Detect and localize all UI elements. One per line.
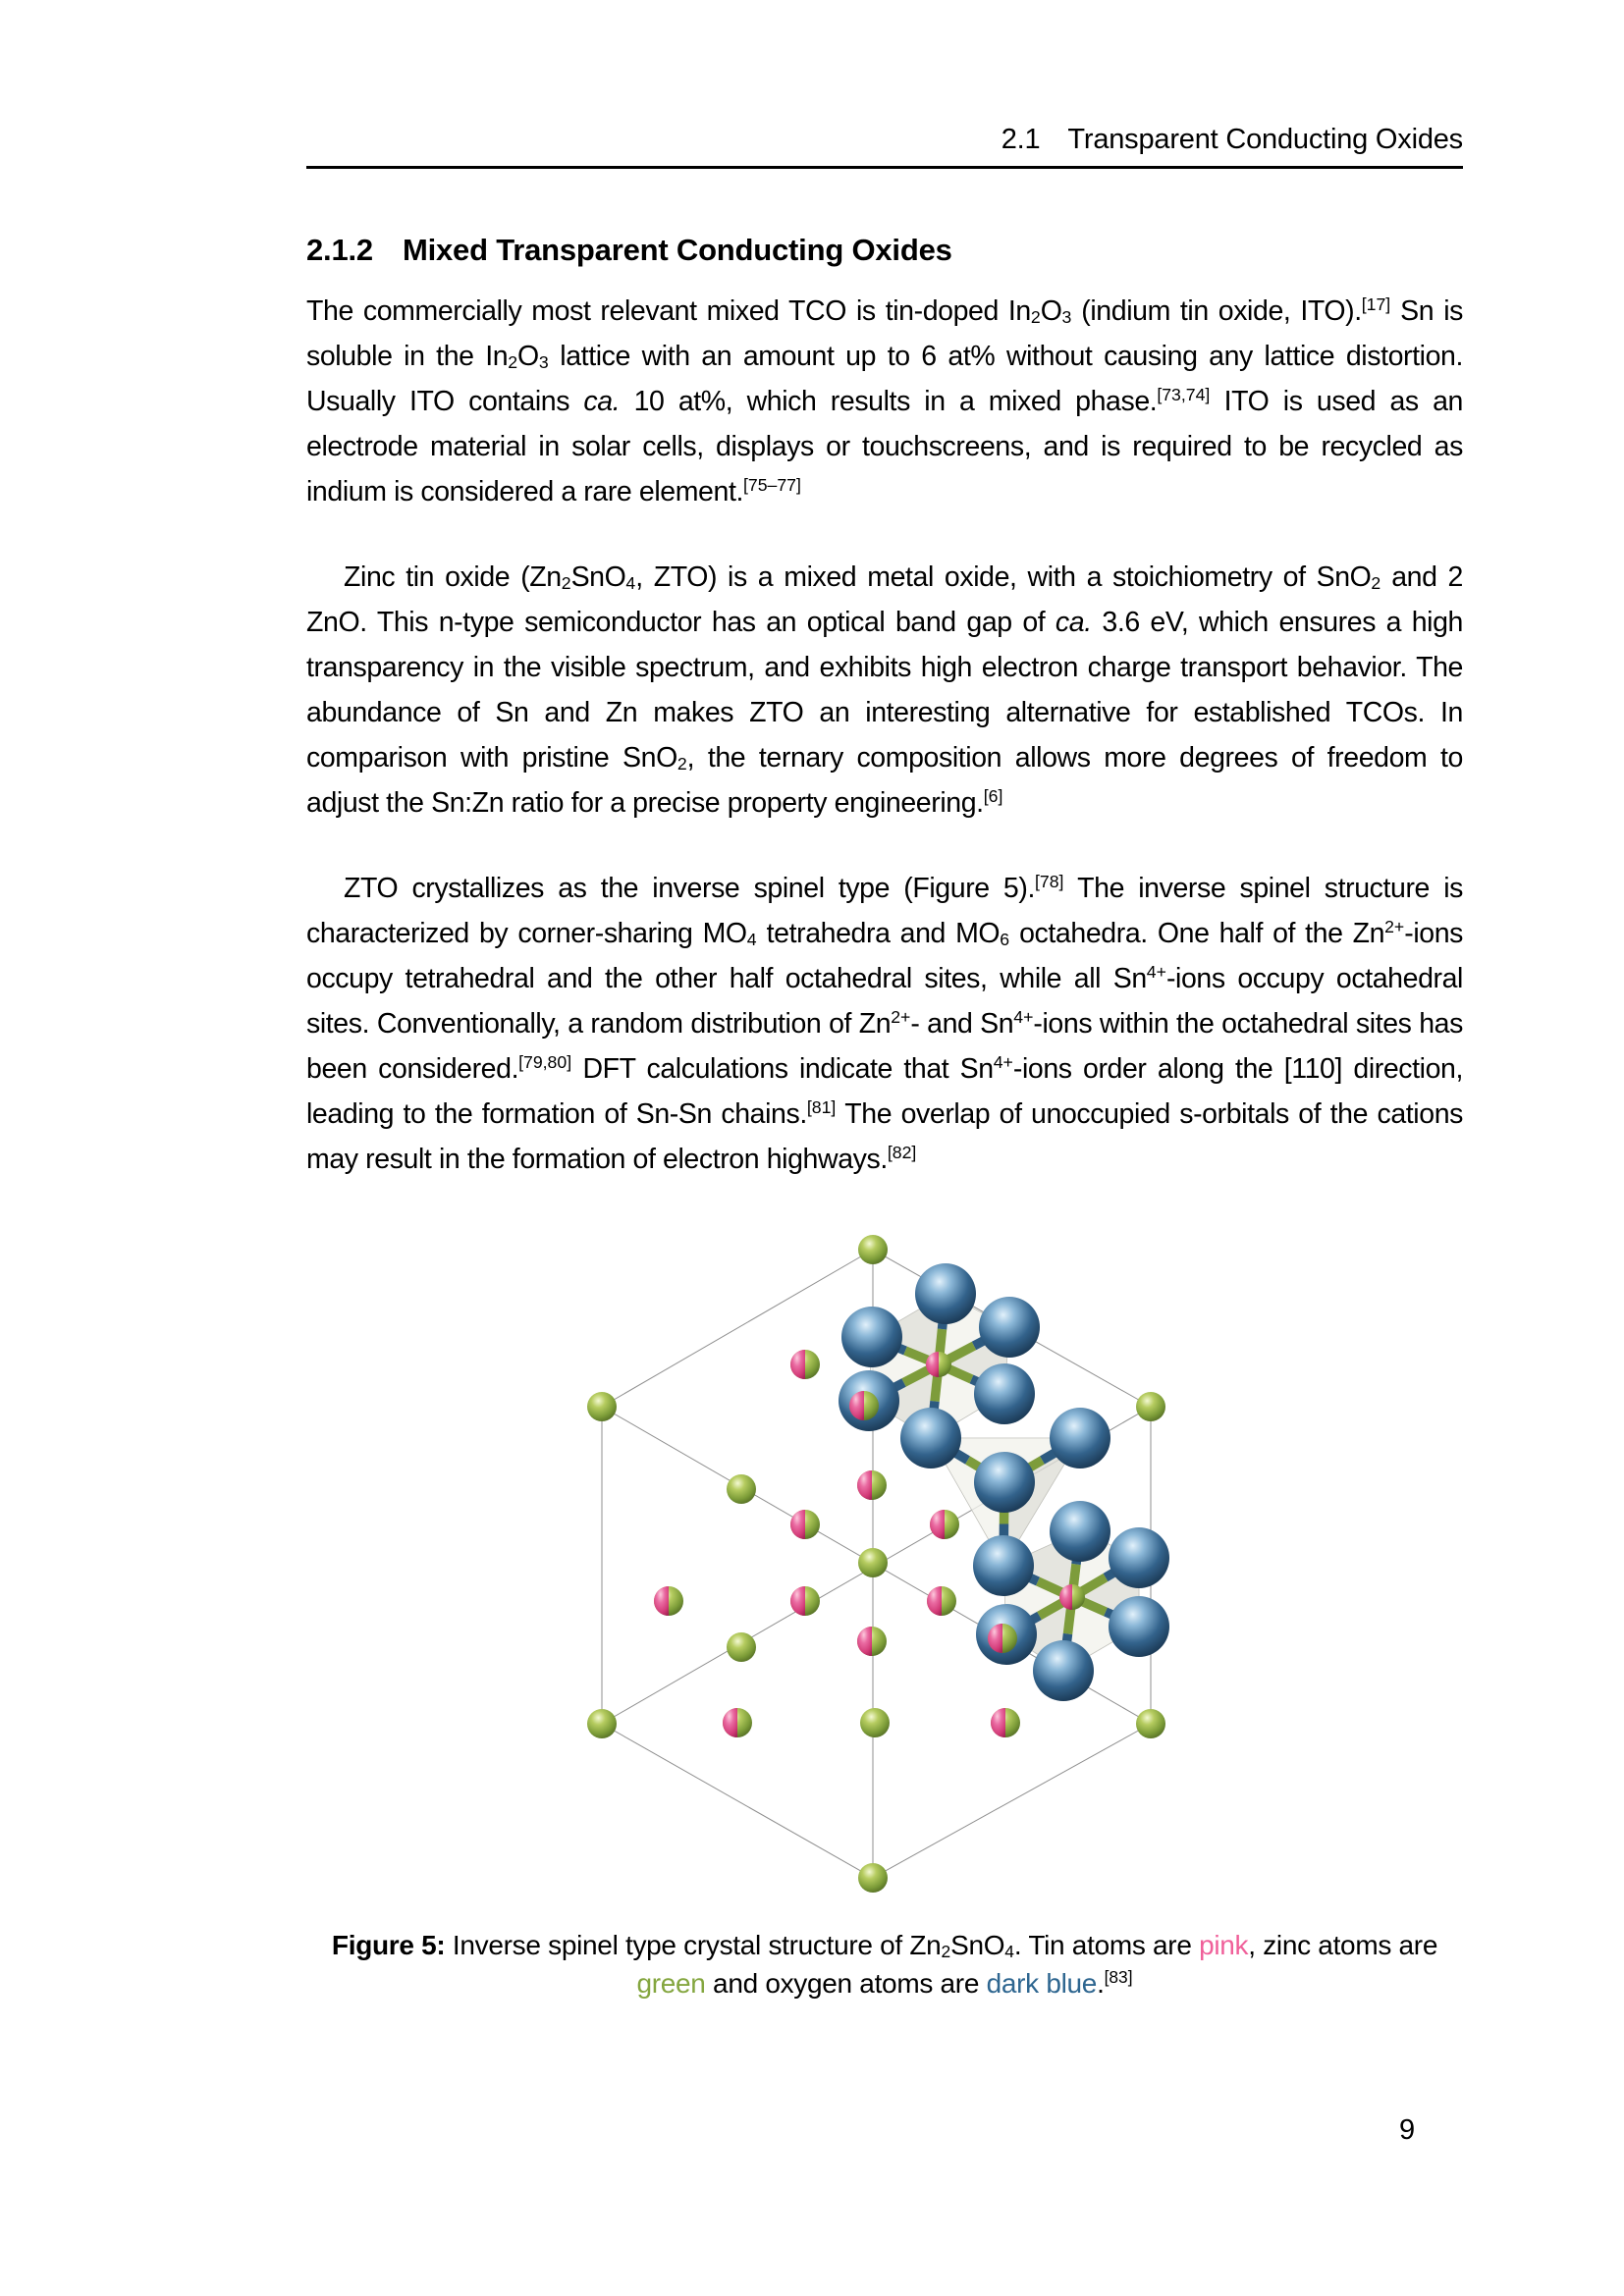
mixed-atom-tin-half bbox=[790, 1510, 805, 1539]
crystal-structure-figure bbox=[550, 1217, 1178, 1904]
page-number: 9 bbox=[1399, 2114, 1416, 2146]
running-header-section-title: Transparent Conducting Oxides bbox=[1067, 124, 1463, 155]
oxygen-atom bbox=[974, 1452, 1035, 1513]
tin-zinc-mixed-atom bbox=[988, 1624, 1017, 1653]
zinc-atom bbox=[727, 1474, 756, 1504]
mixed-atom-tin-half bbox=[857, 1627, 872, 1656]
section-heading-number: 2.1.2 bbox=[306, 233, 373, 267]
zinc-atom bbox=[858, 1548, 888, 1577]
mixed-atom-tin-half bbox=[857, 1470, 872, 1500]
mixed-atom-tin-half bbox=[723, 1708, 737, 1737]
unit-cell-edge bbox=[602, 1250, 873, 1407]
tin-zinc-mixed-atom bbox=[790, 1350, 820, 1379]
figure-caption: Figure 5: Inverse spinel type crystal structure of $Zn_2SnO_4$. Tin atoms are pink, zinc atoms are green and oxygen atoms are dark blue.[83] bbox=[331, 1930, 1438, 1999]
oxygen-atom bbox=[915, 1263, 976, 1324]
zinc-atom bbox=[858, 1863, 888, 1893]
running-header-section-number: 2.1 bbox=[1001, 124, 1041, 155]
mixed-atom-tin-half bbox=[930, 1510, 945, 1539]
oxygen-atom bbox=[974, 1363, 1035, 1424]
body-paragraph: Zinc tin oxide ($Zn_2SnO_4$, ZTO) is a mixed metal oxide, with a stoichiometry of SnO$_2$ and 2 ZnO. This n-type semiconductor has an optical band gap of ca. 3.6 eV, which ensures a high transparency in the visible spectrum, and exhibits high electron charge transport behavior. The abundance of Sn and Zn makes ZTO an interesting alternative for established TCOs. In comparison with pristine SnO$_2$, the ternary composition allows more degrees of freedom to adjust the Sn:Zn ratio for a precise property engineering.[6] bbox=[306, 561, 1464, 819]
zinc-atom bbox=[727, 1632, 756, 1662]
tin-zinc-mixed-atom bbox=[1059, 1584, 1085, 1610]
tin-zinc-mixed-atom bbox=[991, 1708, 1020, 1737]
running-header bbox=[306, 124, 1463, 156]
mixed-atom-tin-half bbox=[790, 1586, 805, 1616]
mixed-atom-tin-half bbox=[654, 1586, 669, 1616]
tin-zinc-mixed-atom bbox=[654, 1586, 683, 1616]
tin-zinc-mixed-atom bbox=[723, 1708, 752, 1737]
tin-zinc-mixed-atom bbox=[857, 1470, 887, 1500]
tin-zinc-mixed-atom bbox=[926, 1352, 951, 1377]
oxygen-atom bbox=[841, 1307, 902, 1367]
crystal-structure-svg bbox=[550, 1217, 1178, 1904]
unit-cell-edge bbox=[873, 1724, 1151, 1878]
tin-zinc-mixed-atom bbox=[849, 1391, 879, 1420]
zinc-atom bbox=[1136, 1709, 1165, 1738]
tin-zinc-mixed-atom bbox=[790, 1586, 820, 1616]
oxygen-atom bbox=[1050, 1501, 1110, 1562]
body-text bbox=[306, 289, 1463, 1222]
zinc-atom bbox=[1136, 1392, 1165, 1421]
oxygen-atom bbox=[1109, 1596, 1169, 1657]
tin-zinc-mixed-atom bbox=[930, 1510, 959, 1539]
zinc-atom bbox=[587, 1709, 617, 1738]
zinc-atom bbox=[858, 1235, 888, 1264]
tin-zinc-mixed-atom bbox=[927, 1586, 956, 1616]
unit-cell-edge bbox=[602, 1724, 873, 1878]
tin-zinc-mixed-atom bbox=[857, 1627, 887, 1656]
zinc-atom bbox=[860, 1708, 890, 1737]
body-paragraph: ZTO crystallizes as the inverse spinel type (Figure 5).[78] The inverse spinel structure is characterized by corner-sharing $MO_4$ tetrahedra and $MO_6$ octahedra. One half of the $Zn^{2+}$-ions occupy tetrahedral and the other half octahedral sites, while all $Sn^{4+}$-ions occupy octahedral sites. Conventionally, a random distribution of $Zn^{2+}-$ and $Sn^{4+}$-ions within the octahedral sites has been considered.[79,80] DFT calculations indicate that $Sn^{4+}$-ions order along the [110] direction, leading to the formation of Sn-Sn chains.[81] The overlap of unoccupied s-orbitals of the cations may result in the formation of electron highways.[82] bbox=[306, 872, 1464, 1175]
header-rule bbox=[306, 166, 1463, 169]
mixed-atom-tin-half bbox=[927, 1586, 942, 1616]
section-heading bbox=[306, 233, 952, 268]
mixed-atom-tin-half bbox=[991, 1708, 1005, 1737]
tin-zinc-mixed-atom bbox=[790, 1510, 820, 1539]
section-heading-title: Mixed Transparent Conducting Oxides bbox=[402, 233, 952, 267]
oxygen-atom bbox=[1050, 1408, 1110, 1468]
oxygen-atom bbox=[1109, 1527, 1169, 1588]
oxygen-atom bbox=[1033, 1640, 1094, 1701]
oxygen-atom bbox=[979, 1297, 1040, 1358]
oxygen-atom bbox=[973, 1535, 1034, 1596]
oxygen-atom bbox=[900, 1408, 961, 1468]
mixed-atom-tin-half bbox=[790, 1350, 805, 1379]
body-paragraph: The commercially most relevant mixed TCO is tin-doped $In_2O_3$ (indium tin oxide, ITO).[17] Sn is soluble in the $In_2O_3$ lattice with an amount up to 6 at% without causing any lattice distortion. Usually ITO contains ca. 10 at%, which results in a mixed phase.[73,74] ITO is used as an electrode material in solar cells, displays or touchscreens, and is required to be recycled as indium is considered a rare element.[75–77] bbox=[306, 294, 1463, 507]
zinc-atom bbox=[587, 1392, 617, 1421]
